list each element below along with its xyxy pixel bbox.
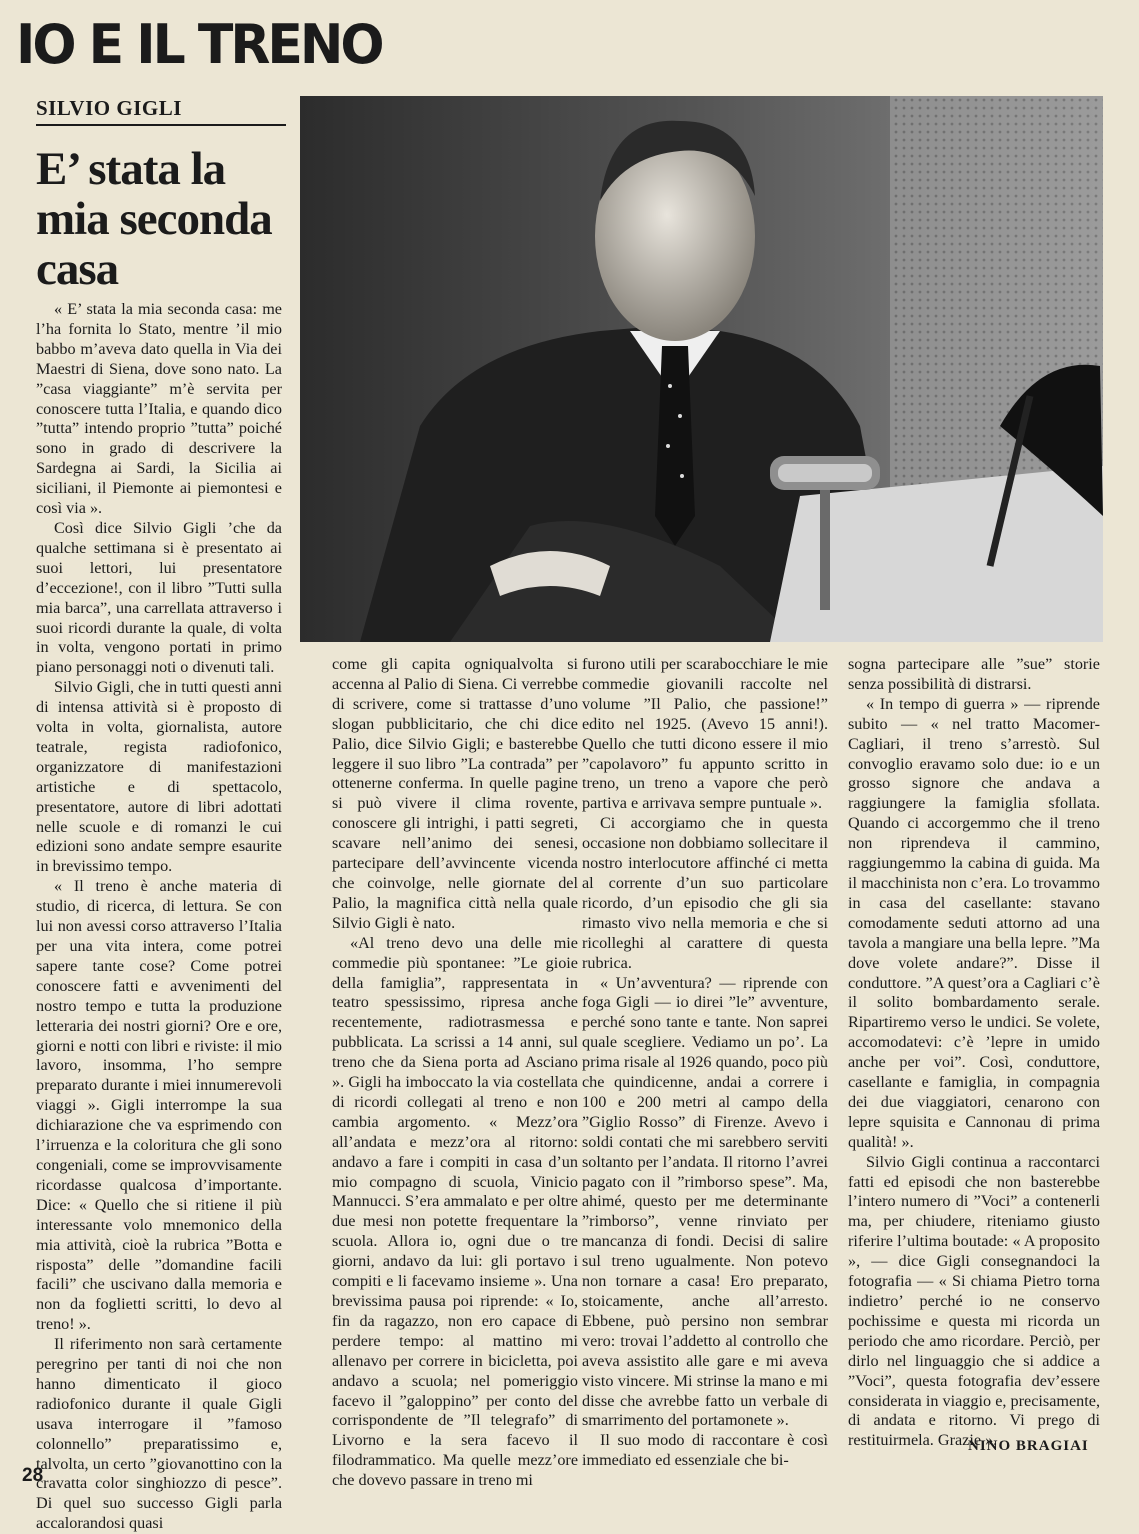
paragraph: Così dice Silvio Gigli ’che da qualche settimana si è presentato ai suoi lettori, lui presentatore d’eccezione!, con il libro ”Tutti sulla mia barca”, una carrellata attraverso i suoi ricordi durante la quale, di volta in volta, vengono portati in primo piano personaggi noti o divenuti tali. <box>36 518 282 677</box>
column-1 <box>36 300 282 1534</box>
paragraph: «Al treno devo una delle mie commedie più spontanee: ”Le gioie della famiglia”, rappresentata in teatro spessissimo, ripresa anche recentemente, radiotrasmessa e pubblicata. La scrissi a 14 anni, sul treno che da Siena porta ad Asciano ». Gigli ha imboccato la via costellata di ricordi collegati al treno e non cambia argomento. « Mezz’ora all’andata e mezz’ora al ritorno: andavo a fare i compiti in casa d’un mio compagno di scuola, Vinicio Mannucci. S’era ammalato e per oltre due mesi non potette frequentare la scuola. Allora io, ogni due o tre giorni, andavo da lui: gli portavo i compiti e li facevamo insieme ». Una brevissima pausa poi riprende: « Io, fin da ragazzo, non ero capace di perdere tempo: al mattino mi allenavo per correre in bicicletta, poi andavo a scuola; nel pomeriggio facevo il ”galoppino” per conto del corrispondente de ”Il telegrafo” di Livorno e la sera facevo il filodrammatico. Ma quelle mezz’ore che dovevo passare in treno mi <box>332 933 578 1490</box>
headline-line: mia seconda <box>36 193 272 245</box>
paragraph: Ci accorgiamo che in questa occasione non dobbiamo sollecitare il nostro interlocutore affinché ci metta al corrente d’un suo particolare ricordo, d’un episodio che gli sia rimasto vivo nella memoria e che si ricolleghi al carattere di questa rubrica. <box>582 814 828 972</box>
page-number: 28 <box>22 1465 44 1486</box>
column-2 <box>332 655 578 1491</box>
byline-signature: NINO BRAGIAI <box>968 1438 1089 1454</box>
paragraph: Il suo modo di raccontare è così immediato ed essenziale che bi- <box>582 1431 828 1470</box>
portrait-photo <box>300 96 1103 642</box>
paragraph: Il riferimento non sarà certamente peregrino per tanti di noi che non hanno dimenticato il gioco radiofonico durante il quale Gigli usava interrogare il ”famoso colonnello” preparatissimo e, talvolta, un certo ”giovanottino con la cravatta color singhiozzo di pesce”. Di quel suo successo Gigli parla accalorandosi quasi <box>36 1335 282 1533</box>
article-headline <box>36 144 294 294</box>
column-4 <box>848 655 1100 1451</box>
author-name: SILVIO GIGLI <box>36 96 286 126</box>
photo-illustration <box>300 96 1103 642</box>
section-title: IO E IL TRENO <box>16 13 382 77</box>
paragraph: « Un’avventura? — riprende con foga Gigli — io direi ”le” avventure, perché sono tante e tante. Non saprei quale scegliere. Vediamo un po’. La prima risale al 1926 quando, poco più che quindicenne, andai a correre i 100 e 200 metri al campo della ”Giglio Rosso” di Firenze. Avevo i soldi contati che mi sarebbero serviti soltanto per l’andata. Il ritorno l’avrei pagato con il ”rimborso spese”. Ma, ahimé, questo per me determinante ”rimborso”, venne rinviato per mancanza di fondi. Decisi di salire sul treno ugualmente. Non potevo non tornare a casa! Ero preparato, stoicamente, anche all’arresto. Ebbene, può persino non sembrar vero: trovai l’addetto al controllo che aveva assistito alle gare e mi aveva visto vincere. Mi strinse la mano e mi disse che avrebbe fatto un verbale di smarrimento del portamonete ». <box>582 973 828 1430</box>
paragraph: « Il treno è anche materia di studio, di ricerca, di lettura. Se con lui non avessi corso attraverso l’Italia per una vita intera, come potrei sapere tante cose? Come potrei conoscere fatti e avvenimenti del nostro tempo e tutta la produzione letteraria dei nostri giorni? Ore e ore, giorni e notti con libri e riviste: il mio lavoro, insomma, l’ho sempre preparato durante i miei innumerevoli viaggi ». Gigli interrompe la sua dichiarazione che va esprimendo con l’irruenza e la coloritura che gli sono congeniali, come se improvvisamente ricordasse qualcosa d’importante. Dice: « Quello che si ritiene il più interessante volo mnemonico della mia attività, cioè la rubrica ”Botta e risposta” delle ”domandine facili facili” che uscivano dalla memoria e non da foglietti scritti, lo devo al treno! ». <box>36 877 282 1334</box>
paragraph: « E’ stata la mia seconda casa: me l’ha fornita lo Stato, mentre ’il mio babbo m’aveva dato quella in Via dei Maestri di Siena, dove sono nato. La ”casa viaggiante” m’è servita per conoscere tutta l’Italia, e quando dico ”tutta” intendo proprio ”tutta” poiché sono in grado di descrivere la Sardegna ai Sardi, la Sicilia ai siciliani, il Piemonte ai piemontesi e così via ». <box>36 300 282 518</box>
paragraph: Silvio Gigli, che in tutti questi anni di intensa attività si è proposto di volta in volta, giornalista, autore teatrale, regista radiofonico, organizzatore di manifestazioni artistiche e di spettacolo, presentatore, autore di libri adottati nelle scuole e di romanzi le cui edizioni sono andate sempre esaurite in brevissimo tempo. <box>36 678 282 876</box>
paragraph: sogna partecipare alle ”sue” storie senza possibilità di distrarsi. <box>848 655 1100 693</box>
paragraph: furono utili per scarabocchiare le mie commedie giovanili raccolte nel volume ”Il Palio, che passione!” edito nel 1925. (Avevo 15 anni!). Quello che tutti dicono essere il mio ”capolavoro” fu appunto scritto in treno, un treno a vapore che però partiva e arrivava sempre puntuale ». <box>582 655 828 813</box>
paragraph: Silvio Gigli continua a raccontarci fatti ed episodi che non basterebbe l’intero numero di ”Voci” a contenerli ma, per chiudere, riteniamo giusto riferire l’ultima boutade: « A proposito », — dice Gigli consegnandoci la fotografia — « Si chiama Pietro torna indietro’ perché io ne conservo pochissime e questa mi ricorda un periodo che amo ricordare. Perciò, per dirlo nel linguaggio che si addice a ”Voci”, questa fotografia dev’essere considerata in viaggio e, precisamente, di andata e ritorno. Vi prego di restituirmela. Grazie ». <box>848 1152 1100 1450</box>
paragraph: « In tempo di guerra » — riprende subito — « nel tratto Macomer-Cagliari, il treno s’arrestò. Sul convoglio eravamo solo due: io e un grosso signore che andava a raggiungere la famiglia sfollata. Quando ci accorgemmo che il treno non riprendeva il cammino, raggiungemmo la cabina di guida. Ma il macchinista non c’era. Lo trovammo in casa del casellante: stavano comodamente seduti attorno ad una tavola a mangiare una bella lepre. ”Ma dove volete andare?”. Disse il conduttore. ”A quest’ora a Cagliari c’è il solito bombardamento serale. Ripartiremo verso le undici. Se volete, accomodatevi: c’è ’lepre in umido anche per voi”. Così, conduttore, casellante e famiglia, in compagnia dei due viaggiatori, cenarono con lepre squisita e Cannonau di prima qualità! ». <box>848 694 1100 1151</box>
paragraph: come gli capita ogniqualvolta si accenna al Palio di Siena. Ci verrebbe di scrivere, come si trattasse d’uno slogan pubblicitario, che chi dice Palio, dice Silvio Gigli; e basterebbe leggere il suo libro ”La contrada” per ottenerne conferma. In quelle pagine si può vivere il clima rovente, conoscere gli intrighi, i patti segreti, scavare nell’animo dei senesi, partecipare dell’avvincente vicenda che coinvolge, nelle giornate del Palio, la magnifica città nella quale Silvio Gigli è nato. <box>332 655 578 932</box>
column-3 <box>582 655 828 1471</box>
headline-line: E’ stata la <box>36 143 226 195</box>
headline-line: casa <box>36 243 119 295</box>
